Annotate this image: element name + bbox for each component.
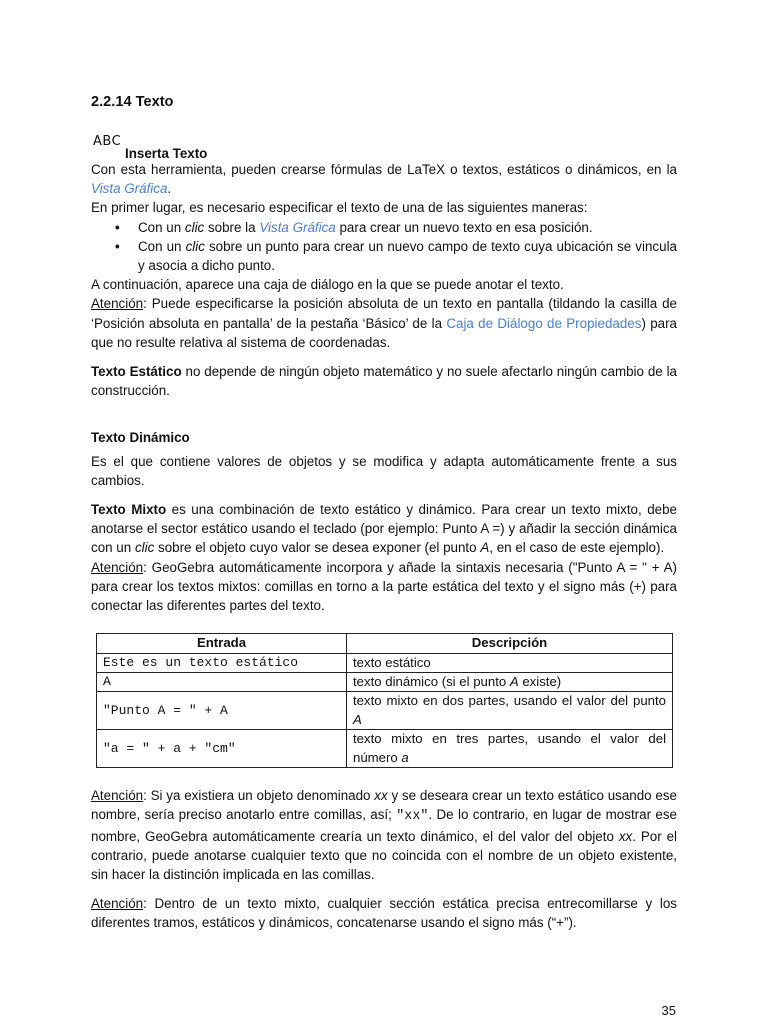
after-bullets-paragraph: A continuación, aparece una caja de diálogo en la que se puede anotar el texto. [91, 277, 564, 293]
dynamic-text-paragraph: Es el que contiene valores de objetos y se modifica y adapta automáticamente frente a sus cambios. [91, 453, 677, 488]
attention-paragraph-4: Atención: Dentro de un texto mixto, cualquier sección estática precisa entrecomillarse y los diferentes tramos, estáticos y dinámicos, concatenarse usando el signo más (“+”). [91, 896, 677, 931]
table-cell-description: texto dinámico (si el punto A existe) [347, 673, 673, 692]
text-types-table [96, 633, 673, 768]
intro-paragraph-2: En primer lugar, es necesario especificar el texto de una de las siguientes maneras: [91, 200, 588, 216]
dynamic-text-heading: Texto Dinámico [91, 430, 190, 446]
vista-grafica-link[interactable]: Vista Gráfica [259, 219, 336, 235]
tool-name: Inserta Texto [125, 146, 208, 161]
table-row [97, 730, 673, 768]
table-cell-input: "Punto A = " + A [97, 692, 347, 730]
static-text-paragraph: Texto Estático no depende de ningún objeto matemático y no suele afectarlo ningún cambio de la construcción. [91, 364, 677, 399]
text-tool-icon: ABC [93, 134, 122, 149]
attention-paragraph-2: Atención: GeoGebra automáticamente incorpora y añade la sintaxis necesaria ("Punto A = " + A) para crear los textos mixtos: comillas en torno a la parte estática del texto y el signo más (+) para conectar las diferentes partes del texto. [91, 559, 677, 614]
table-cell-description: texto mixto en tres partes, usando el valor del número a [347, 730, 673, 768]
table-row [97, 692, 673, 730]
table-cell-description: texto estático [347, 653, 673, 672]
table-row [97, 673, 673, 692]
table-cell-input: "a = " + a + "cm" [97, 730, 347, 768]
vista-grafica-link[interactable]: Vista Gráfica [91, 181, 168, 197]
page-number: 35 [661, 1003, 676, 1018]
intro-paragraph: Con esta herramienta, pueden crearse fórmulas de LaTeX o textos, estáticos o dinámicos, en la Vista Gráfica. [91, 162, 677, 197]
table-cell-input: Este es un texto estático [97, 653, 347, 672]
list-item: • Con un clic sobre un punto para crear un nuevo campo de texto cuya ubicación se vincula y asocia a dicho punto. [138, 237, 677, 275]
table-header: Descripción [347, 634, 673, 653]
table-cell-input: A [97, 673, 347, 692]
mixed-text-paragraph: Texto Mixto es una combinación de texto estático y dinámico. Para crear un texto mixto, debe anotarse el sector estático usando el teclado (por ejemplo: Punto A =) y añadir la sección dinámica con un clic sobre el objeto cuyo valor se desea exponer (el punto A, en el caso de este ejemplo). [91, 502, 677, 556]
page-content [91, 92, 677, 933]
section-heading: 2.2.14 Texto [91, 94, 174, 110]
caja-dialogo-link[interactable]: Caja de Diálogo de Propiedades [446, 315, 642, 331]
attention-paragraph-3: Atención: Si ya existiera un objeto denominado xx y se deseara crear un texto estático usando ese nombre, sería preciso anotarlo entre comillas, así; "xx". De lo contrario, en lugar de mostrar ese nombre, GeoGebra automáticamente crearía un texto dinámico, el del valor del objeto xx. Por el contrario, puede anotarse cualquier texto que no coincida con el nombre de un objeto existente, sin hacer la distinción implicada en las comillas. [91, 788, 678, 882]
attention-paragraph-1: Atención: Puede especificarse la posición absoluta de un texto en pantalla (tildando la casilla de ‘Posición absoluta en pantalla’ de la pestaña ‘Básico’ de la Caja de Diálogo de Propiedades) para que no resulte relativa al sistema de coordenadas. [91, 296, 678, 350]
table-header: Entrada [97, 634, 347, 653]
table-cell-description: texto mixto en dos partes, usando el valor del punto A [347, 692, 673, 730]
tool-header [91, 132, 677, 160]
table-row [97, 653, 673, 672]
bullet-list [91, 218, 677, 276]
table-header-row [97, 634, 673, 653]
list-item: • Con un clic sobre la Vista Gráfica para crear un nuevo texto en esa posición. [138, 218, 677, 237]
